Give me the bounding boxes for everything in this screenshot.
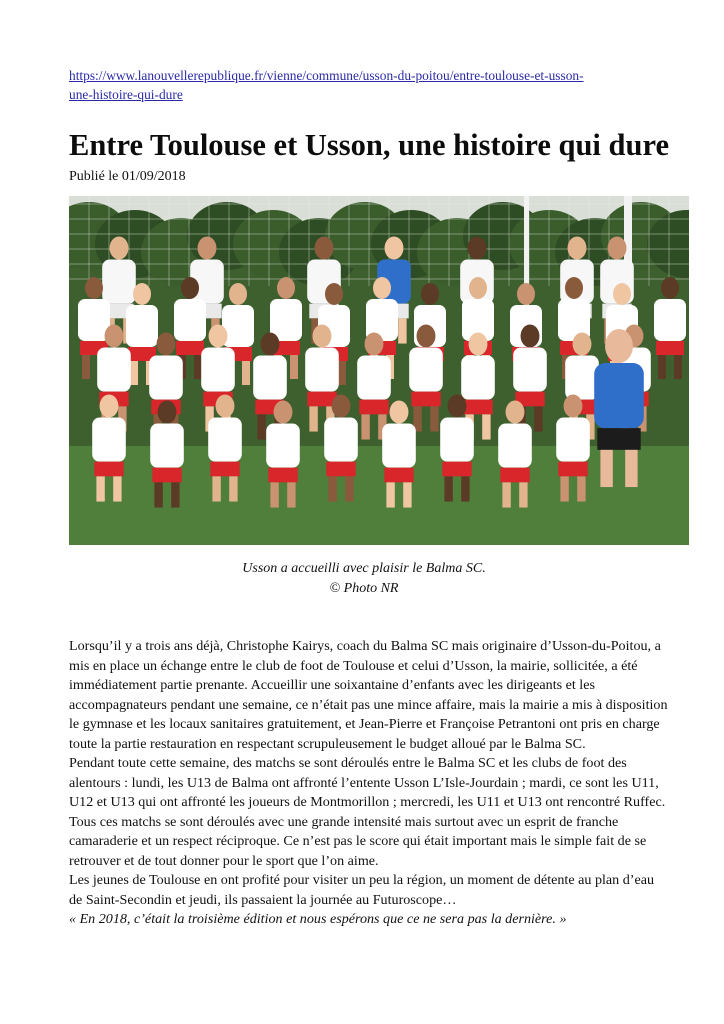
team-photo-image (69, 196, 689, 545)
paragraph-2: Pendant toute cette semaine, des matchs se sont déroulés entre le Balma SC et les clubs de foot des alentours : lundi, les U13 de Balma ont affronté l’entente Usson L’Isle-Jourdain ; mardi, ce sont les U11, U12 et U13 qui ont affronté les joueurs de Montmorillon ; mercredi, les U11 et U13 ont rencontré Ruffec. Tous ces matchs se sont déroulés avec une grande intensité mais surtout avec un esprit de franche camaraderie et un respect réciproque. Ce n’est pas le score qui était important mais le simple fait de se retrouver et de tout donner pour le sport que l’on aime. (69, 755, 666, 869)
caption-text: Usson a accueilli avec plaisir le Balma SC. (242, 561, 486, 576)
team-photo-illustration (69, 196, 689, 545)
source-url-line-2[interactable]: une-histoire-qui-dure (69, 87, 183, 102)
paragraph-3: Les jeunes de Toulouse en ont profité pour visiter un peu la région, un moment de détente au plan d’eau de Saint-Secondin et jeudi, ils passaient la journée au Futuroscope… (69, 872, 655, 908)
paragraph-1: Lorsqu’il y a trois ans déjà, Christophe Kairys, coach du Balma SC mais originaire d’Usson-du-Poitou, a mis en place un échange entre le club de foot de Toulouse et celui d’Usson, la mairie, sollicitée, a été immédiatement partie prenante. Accueillir une soixantaine d’enfants avec les dirigeants et les accompagnateurs pendant une semaine, ce n’était pas une mince affaire, mais la mairie a mis à disposition le gymnase et les locaux sanitaires gratuitement, et Jean-Pierre et Françoise Petrantoni ont pris en charge toute la partie restauration en respectant scrupuleusement le budget alloué par le Balma SC. (69, 638, 668, 752)
source-url-link[interactable] (69, 66, 649, 104)
photo-credit: © Photo NR (329, 581, 399, 596)
article (69, 66, 669, 930)
photo-caption (69, 559, 659, 599)
source-url-line-1[interactable]: https://www.lanouvellerepublique.fr/vienne/commune/usson-du-poitou/entre-toulouse-et-usson- (69, 68, 584, 83)
publish-date: Publié le 01/09/2018 (69, 169, 186, 184)
closing-quote: « En 2018, c’était la troisième édition et nous espérons que ce ne sera pas la dernière. » (69, 911, 567, 927)
article-title: Entre Toulouse et Usson, une histoire qui dure (69, 128, 669, 162)
article-body (69, 637, 669, 930)
